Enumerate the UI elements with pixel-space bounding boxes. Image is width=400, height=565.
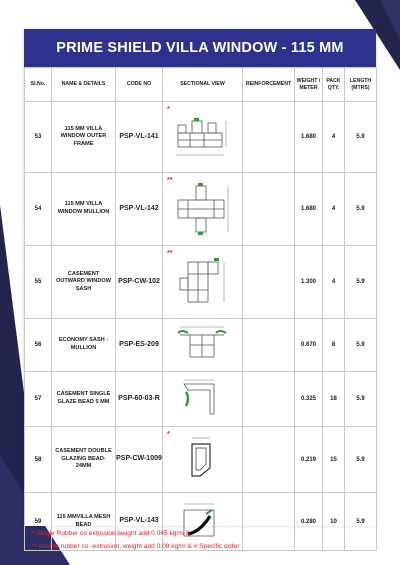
sl-no-cell: 57: [25, 372, 52, 427]
section-cell: [163, 372, 243, 427]
name-cell: 115 MM VILLA WINDOW MULLION: [52, 173, 116, 246]
reinforcement-cell: [243, 246, 295, 319]
col-header-name: NAME & DETAILS: [52, 68, 116, 102]
weight-cell: 1.680: [295, 173, 323, 246]
code-cell: PSP-ES-209: [116, 319, 163, 372]
code-cell: PSP-60-03-R: [116, 372, 163, 427]
weight-cell: 0.219: [295, 427, 323, 493]
code-cell: PSP-CW-1009: [116, 427, 163, 493]
table-header-row: [25, 68, 377, 102]
pack-cell: 4: [323, 246, 345, 319]
sl-no-cell: 54: [25, 173, 52, 246]
name-cell: CASEMENT OUTWARD WINDOW SASH: [52, 246, 116, 319]
product-table: [24, 67, 377, 551]
footer-notes: [32, 527, 372, 553]
pack-cell: 4: [323, 102, 345, 173]
coextrusion-mark: **: [167, 250, 173, 257]
sl-no-cell: 56: [25, 319, 52, 372]
col-header-sl-no: Sl.No.: [25, 68, 52, 102]
sash-profile-drawing: [170, 252, 236, 312]
pack-cell: 18: [323, 372, 345, 427]
table-row: [25, 427, 377, 493]
code-cell: PSP-VL-142: [116, 173, 163, 246]
reinforcement-cell: [243, 102, 295, 173]
code-cell: PSP-VL-143: [116, 493, 163, 551]
length-cell: 5.9: [345, 427, 377, 493]
name-cell: CASEMENT DOUBLE GLAZING BEAD-24MM: [52, 427, 116, 493]
section-cell: [163, 319, 243, 372]
coextrusion-mark: *: [167, 106, 170, 113]
economy-sash-mullion-drawing: [170, 323, 236, 367]
table-row: [25, 372, 377, 427]
coextrusion-mark: *: [167, 431, 170, 438]
section-cell: [163, 102, 243, 173]
name-cell: 115 MMVILLA MESH BEAD: [52, 493, 116, 551]
code-cell: PSP-VL-141: [116, 102, 163, 173]
footer-note-double-rubber: ** double rubber co -extrusion, weight add 0.09 kg/m & # Specific order: [32, 543, 240, 550]
corner-decoration-top-accent: [380, 0, 400, 40]
table-row: [25, 102, 377, 173]
sl-no-cell: 53: [25, 102, 52, 173]
pack-cell: 4: [323, 173, 345, 246]
pack-cell: 15: [323, 427, 345, 493]
col-header-length: LENGTH (MTRS): [345, 68, 377, 102]
length-cell: 5.9: [345, 493, 377, 551]
double-glazing-bead-drawing: [170, 432, 236, 488]
col-header-pack: PACK QTY.: [323, 68, 345, 102]
weight-cell: 0.670: [295, 319, 323, 372]
name-cell: CASEMENT SINGLE GLAZE BEAD 5 MM: [52, 372, 116, 427]
length-cell: 5.9: [345, 246, 377, 319]
mullion-profile-drawing: [170, 178, 236, 240]
weight-cell: 0.325: [295, 372, 323, 427]
table-row: [25, 173, 377, 246]
sl-no-cell: 55: [25, 246, 52, 319]
reinforcement-cell: [243, 372, 295, 427]
reinforcement-cell: [243, 319, 295, 372]
code-cell: PSP-CW-102: [116, 246, 163, 319]
table-row: [25, 246, 377, 319]
length-cell: 5.9: [345, 319, 377, 372]
pack-cell: 10: [323, 493, 345, 551]
pack-cell: 8: [323, 319, 345, 372]
coextrusion-mark: **: [167, 177, 173, 184]
footer-note-single-rubber: * Single Rubber co extrusion weight add 0.045 kg/m &: [32, 530, 190, 537]
length-cell: 5.9: [345, 372, 377, 427]
weight-cell: 1.680: [295, 102, 323, 173]
weight-cell: 0.280: [295, 493, 323, 551]
col-header-reinforcement: REINFORCEMENT: [243, 68, 295, 102]
weight-cell: 1.300: [295, 246, 323, 319]
length-cell: 5.9: [345, 173, 377, 246]
catalog-sheet: [24, 29, 376, 526]
page-title-bar: [24, 29, 376, 67]
sl-no-cell: 58: [25, 427, 52, 493]
name-cell: ECONOMY SASH - MULLION: [52, 319, 116, 372]
section-cell: [163, 427, 243, 493]
col-header-section: SECTIONAL VIEW: [163, 68, 243, 102]
sl-no-cell: 59: [25, 493, 52, 551]
outer-frame-profile-drawing: [170, 109, 236, 165]
reinforcement-cell: [243, 427, 295, 493]
section-cell: [163, 246, 243, 319]
col-header-code: CODE NO: [116, 68, 163, 102]
reinforcement-cell: [243, 173, 295, 246]
name-cell: 115 MM VILLA WINDOW OUTER FRAME: [52, 102, 116, 173]
page-title: PRIME SHIELD VILLA WINDOW - 115 MM: [56, 40, 344, 56]
col-header-weight: WEIGHT / METER: [295, 68, 323, 102]
single-glaze-bead-drawing: [170, 376, 236, 422]
section-cell: [163, 173, 243, 246]
table-row: [25, 319, 377, 372]
length-cell: 5.9: [345, 102, 377, 173]
